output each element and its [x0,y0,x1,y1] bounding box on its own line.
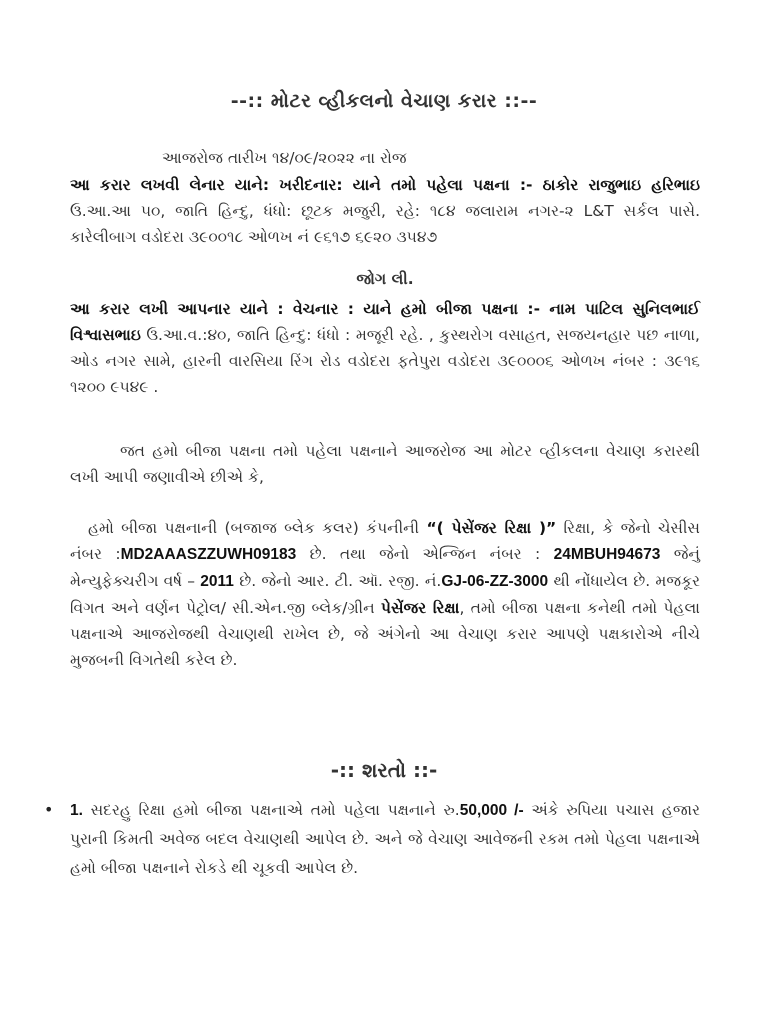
seller-intro: આ કરાર લખી આપનાર યાને : વેચનાર : યાને હમો બીજા પક્ષના :- નામ પાટિલ સુનિલભાઈ વિશ્વાસભાઇ [70,300,700,344]
buyer-details: ઉ.આ.આ ૫૦, જાતિ હિન્દુ, ધંધો: છૂટક મજુરી, રહે: ૧૮૪ જલારામ નગર-૨ L&T સર્કલ પાસે. કારેલીબાગ વડોદરા ૩૯૦૦૧૮ ઓળખ નં ૯૬૧૭ ૬૯૨૦ ૩૫૪૭ [70,202,700,246]
vehicle-text-b: રિક્ષા, કે જેનો ચેસીસ નંબર : [70,519,700,563]
vehicle-text-d: જેનું મેન્યુફેક્ચરીગ વર્ષ – [70,545,700,590]
chassis-number: MD2AAASZZUWH09183 [120,546,297,563]
manufacturing-year: 2011 [200,573,234,590]
document-title: --:: મોટર વ્હીકલનો વેચાણ કરાર ::-- [230,90,538,112]
vehicle-text-g: , તમો બીજા પક્ષના કનેથી તમો પેહલા પક્ષનાએ આજરોજથી વેચાણથી રાખેલ છે, જે અંગેનો આ વેચાણ કરાર આપણે પક્ષકારોએ નીચે મુજબની વિગતેથી કરેલ છે. [70,599,700,669]
term-1-amount: 50,000 /- [459,802,524,819]
term-1 [70,796,700,883]
term-1-number: 1. [70,802,83,819]
vehicle-type: “( પેસેંજર રિક્ષા )” [426,519,557,537]
vehicle-text-a: હમો બીજા પક્ષનાની (બજાજ બ્લેક કલર) કંપનીની [88,519,420,537]
term-1-text-a: સદરહુ રિક્ષા હમો બીજા પક્ષનાએ તમો પહેલા પક્ષનાને રુ. [90,801,460,819]
jog-line: જોગ લી. [356,270,414,288]
vehicle-type-2: પેસેંજર રિક્ષા [380,599,460,617]
engine-number: 24MBUH94673 [553,546,661,563]
vehicle-text-e: છે. જેનો આર. ટી. ઑ. રજી. નં. [239,572,442,590]
terms-heading: -:: શરતો ::- [330,758,438,782]
vehicle-text-c: છે. તથા જેનો એન્જિન નંબર : [309,545,541,563]
bullet-icon: • [44,800,54,819]
registration-number: GJ-06-ZZ-3000 [441,573,549,590]
term-1-text-b: અંકે રુપિયા પચાસ હજાર પુરાની કિમતી અવેજ બદલ વેચાણથી આપેલ છે. અને જે વેચાણ આવેજની રકમ તમો પેહલા પક્ષનાએ હમો બીજા પક્ષનાને રોકડે થી ચૂકવી આપેલ છે. [70,801,700,877]
buyer-paragraph [70,172,700,250]
intro-paragraph: જત હમો બીજા પક્ષના તમો પહેલા પક્ષનાને આજરોજ આ મોટર વ્હીકલના વેચાણ કરારથી લખી આપી જણાવીએ છીએ કે, [70,442,700,486]
seller-paragraph [70,296,700,400]
buyer-intro: આ કરાર લખવી લેનાર યાને: ખરીદનાર: યાને તમો પહેલા પક્ષના :- ઠાકોર રાજુભાઇ હરિભાઇ [70,176,700,194]
vehicle-text-f: થી નોંધાયેલ છે. મજકૂર વિગત અને વર્ણન પેટ્રોલ/ સી.એન.જી બ્લેક/ગ્રીન [70,572,700,617]
date-line: આજરોજ તારીખ ૧૪/૦૯/૨૦૨૨ ના રોજ [162,149,407,167]
seller-details: ઉ.આ.વ.:૪૦, જાતિ હિન્દુ: ધંધો : મજૂરી રહે. , કુસ્થરોગ વસાહત, સજયનહાર પછ નાળા, ઓડ નગર સામે, હારની વારસિયા રિંગ રોડ વડોદરા ફતેપુરા વડોદરા ૩૯૦૦૦૬ ઓળખ નંબર : ૩૯૧૬ ૧૨૦૦ ૯૫૪૯ . [70,326,700,396]
vehicle-paragraph [70,515,700,673]
